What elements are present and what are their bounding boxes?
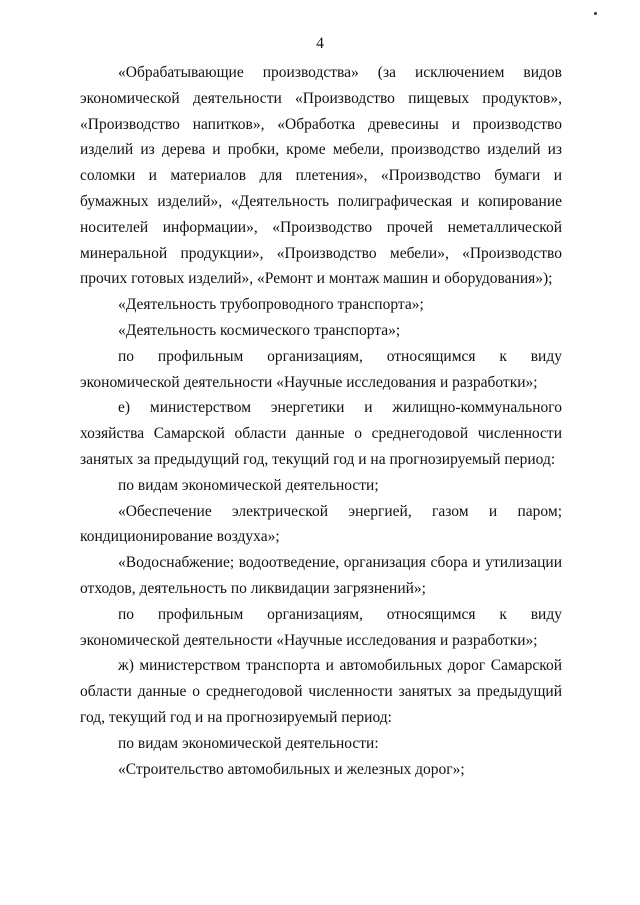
paragraph-research-organizations-1: по профильным организациям, относящимся к виду экономической деятельности «Научные исследования и разработки»;: [80, 347, 562, 391]
paragraph-energy-supply: «Обеспечение электрической энергией, газом и паром; кондиционирование воздуха»;: [80, 502, 562, 546]
paragraph-pipeline-transport: «Деятельность трубопроводного транспорта»;: [118, 296, 424, 314]
paragraph-space-transport: «Деятельность космического транспорта»;: [118, 321, 401, 339]
paragraph-water-supply: «Водоснабжение; водоотведение, организация сбора и утилизации отходов, деятельность по ликвидации загрязнений»;: [80, 554, 562, 597]
scan-speck: [594, 12, 597, 15]
page-number: 4: [316, 35, 324, 52]
paragraph-item-zh: ж) министерством транспорта и автомобильных дорог Самарской области данные о среднегодовой численности занятых за предыдущий год, текущий год и на прогнозируемый период:: [80, 657, 562, 726]
paragraph-research-organizations-2: по профильным организациям, относящимся к виду экономической деятельности «Научные исследования и разработки»;: [80, 605, 562, 649]
paragraph-manufacturing: «Обрабатывающие производства» (за исключением видов экономической деятельности «Производство пищевых продуктов», «Производство напитков», «Обработка древесины и производство изделий из дерева и пробки, кроме мебели, производство изделий из соломки и материалов для плетения», «Производство бумаги и бумажных изделий», «Деятельность полиграфическая и копирование носителей информации», «Производство прочей неметаллической минеральной продукции», «Производство мебели», «Производство прочих готовых изделий», «Ремонт и монтаж машин и оборудования»);: [80, 64, 562, 288]
document-body: [80, 60, 562, 782]
paragraph-by-activity-types-2: по видам экономической деятельности:: [118, 734, 379, 752]
paragraph-item-e: е) министерством энергетики и жилищно-коммунального хозяйства Самарской области данные о среднегодовой численности занятых за предыдущий год, текущий год и на прогнозируемый период:: [80, 399, 562, 468]
paragraph-by-activity-types-1: по видам экономической деятельности;: [118, 476, 379, 494]
paragraph-road-construction: «Строительство автомобильных и железных дорог»;: [118, 760, 465, 778]
